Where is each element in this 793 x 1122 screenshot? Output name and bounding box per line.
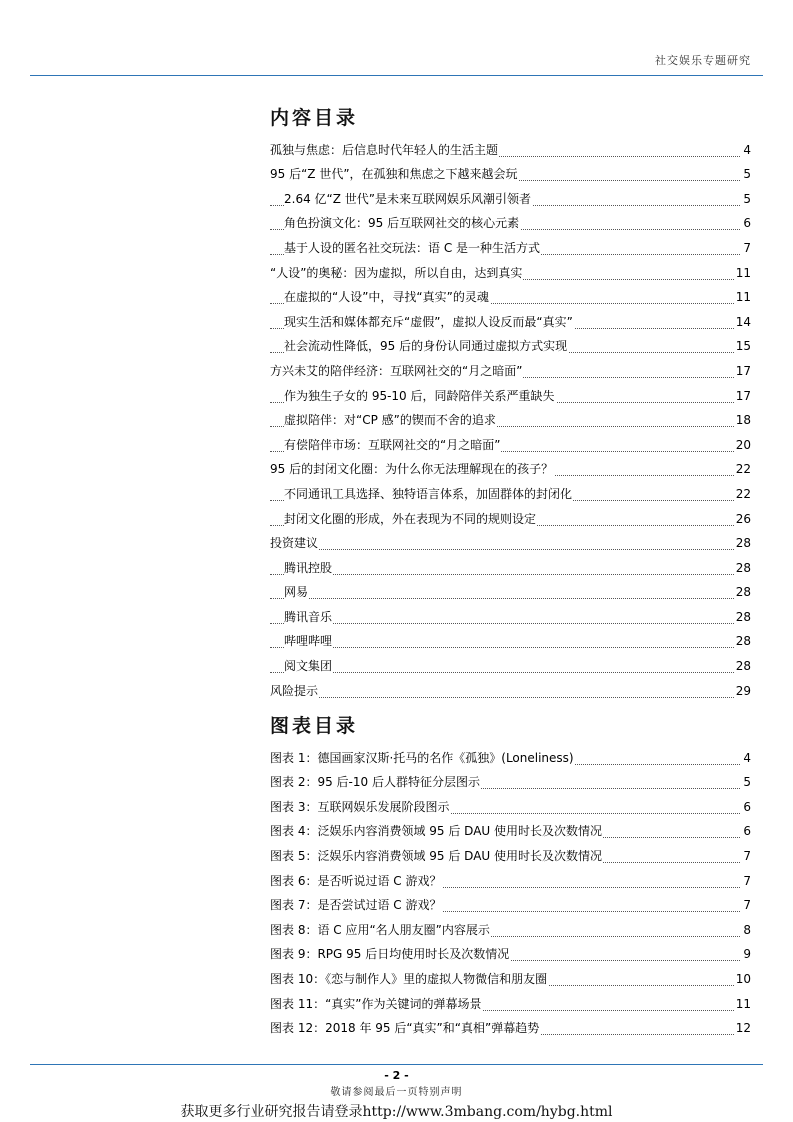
- toc-item[interactable]: [270, 575, 750, 600]
- toc-item[interactable]: [270, 353, 750, 378]
- figure-item-title: 图表 6：是否听说过语 C 游戏？: [270, 873, 442, 888]
- toc-item[interactable]: [270, 476, 750, 501]
- toc-item[interactable]: [270, 599, 750, 624]
- figure-item-title: 图表 1：德国画家汉斯·托马的名作《孤独》(Loneliness): [270, 750, 574, 765]
- figure-item-page: 6: [743, 799, 751, 814]
- figure-item-page: 12: [735, 1021, 751, 1036]
- figure-item-page: 11: [735, 996, 751, 1011]
- toc-item[interactable]: [270, 378, 750, 403]
- toc-item-title: 有偿陪伴市场：互联网社交的“月之暗面”: [284, 437, 501, 452]
- toc-item[interactable]: [270, 304, 750, 329]
- figure-item-page: 7: [743, 873, 751, 888]
- figure-item[interactable]: [270, 1011, 750, 1036]
- toc-item-title: 基于人设的匿名社交玩法：语 C 是一种生活方式: [284, 240, 541, 255]
- header-divider: [30, 75, 763, 76]
- figure-item-page: 7: [743, 898, 751, 913]
- figure-item-page: 6: [743, 824, 751, 839]
- footer-divider: [30, 1064, 763, 1065]
- toc-item[interactable]: [270, 280, 750, 305]
- toc-item-page: 29: [735, 683, 751, 698]
- toc-item-page: 4: [743, 142, 751, 157]
- figure-item[interactable]: [270, 863, 750, 888]
- toc-title: 内容目录: [270, 107, 359, 129]
- figure-item[interactable]: [270, 961, 750, 986]
- toc-item-title: 角色扮演文化：95 后互联网社交的核心元素: [284, 216, 520, 231]
- toc-item-page: 28: [735, 585, 751, 600]
- figure-item[interactable]: [270, 937, 750, 962]
- toc-item-title: 虚拟陪伴：对“CP 感”的锲而不舍的追求: [284, 413, 496, 428]
- toc-item-title: 2.64 亿“Z 世代”是未来互联网娱乐风潮引领者: [284, 191, 532, 206]
- figure-item[interactable]: [270, 986, 750, 1011]
- toc-item-page: 14: [735, 314, 751, 329]
- toc-item-title: 社会流动性降低，95 后的身份认同通过虚拟方式实现: [284, 339, 568, 354]
- toc-item[interactable]: [270, 648, 750, 673]
- figure-item-page: 9: [743, 947, 751, 962]
- toc-item-page: 6: [743, 216, 751, 231]
- toc-item-title: 孤独与焦虑：后信息时代年轻人的生活主题: [270, 142, 499, 157]
- toc-item-page: 11: [735, 265, 751, 280]
- figure-item-page: 4: [743, 750, 751, 765]
- download-link[interactable]: 获取更多行业研究报告请登录http://www.3mbang.com/hybg.html: [180, 1104, 613, 1120]
- toc-item-title: 不同通讯工具选择、独特语言体系，加固群体的封闭化: [284, 486, 573, 501]
- toc-item-title: 95 后的封闭文化圈：为什么你无法理解现在的孩子？: [270, 462, 554, 477]
- figure-item[interactable]: [270, 838, 750, 863]
- toc-item-page: 22: [735, 462, 751, 477]
- toc-item[interactable]: [270, 255, 750, 280]
- toc-item-title: 风险提示: [270, 683, 319, 698]
- toc-item-page: 28: [735, 536, 751, 551]
- toc-item[interactable]: [270, 673, 750, 698]
- toc-item-page: 15: [735, 339, 751, 354]
- figure-item[interactable]: [270, 789, 750, 814]
- toc-item[interactable]: [270, 181, 750, 206]
- toc-item-title: 方兴未艾的陪伴经济：互联网社交的“月之暗面”: [270, 363, 523, 378]
- figure-item-title: 图表 10：《恋与制作人》里的虚拟人物微信和朋友圈: [270, 971, 548, 986]
- toc-item-title: 腾讯音乐: [284, 609, 333, 624]
- figure-item[interactable]: [270, 765, 750, 790]
- toc-item-title: 封闭文化圈的形成，外在表现为不同的规则设定: [284, 511, 537, 526]
- disclaimer: 敬请参阅最后一页特别声明: [330, 1087, 463, 1098]
- toc-item-title: 95 后“Z 世代”，在孤独和焦虑之下越来越会玩: [270, 167, 518, 182]
- toc-item[interactable]: [270, 501, 750, 526]
- figure-item-title: 图表 9：RPG 95 后日均使用时长及次数情况: [270, 947, 510, 962]
- toc-list: [270, 132, 750, 698]
- figure-item-page: 8: [743, 922, 751, 937]
- toc-item-page: 5: [743, 191, 751, 206]
- toc-item-page: 5: [743, 167, 751, 182]
- figure-item[interactable]: [270, 912, 750, 937]
- toc-item-page: 18: [735, 413, 751, 428]
- toc-item-title: 投资建议: [270, 536, 319, 551]
- figure-item-title: 图表 7：是否尝试过语 C 游戏？: [270, 898, 442, 913]
- toc-item-page: 28: [735, 609, 751, 624]
- figure-item-title: 图表 4：泛娱乐内容消费领域 95 后 DAU 使用时长及次数情况: [270, 824, 603, 839]
- toc-item[interactable]: [270, 624, 750, 649]
- toc-item[interactable]: [270, 132, 750, 157]
- figure-item[interactable]: [270, 814, 750, 839]
- figure-item-title: 图表 12：2018 年 95 后“真实”和“真相”弹幕趋势: [270, 1021, 540, 1036]
- toc-item-page: 17: [735, 388, 751, 403]
- toc-item-title: 现实生活和媒体都充斥“虚假”，虚拟人设反而最“真实”: [284, 314, 573, 329]
- toc-item[interactable]: [270, 452, 750, 477]
- toc-item[interactable]: [270, 550, 750, 575]
- toc-item[interactable]: [270, 329, 750, 354]
- figure-item-page: 5: [743, 775, 751, 790]
- toc-item-page: 28: [735, 560, 751, 575]
- figure-item-page: 10: [735, 971, 751, 986]
- toc-item[interactable]: [270, 206, 750, 231]
- toc-item-page: 20: [735, 437, 751, 452]
- figure-item[interactable]: [270, 740, 750, 765]
- toc-item-title: 腾讯控股: [284, 560, 333, 575]
- figure-item-title: 图表 3：互联网娱乐发展阶段图示: [270, 799, 450, 814]
- toc-item-page: 26: [735, 511, 751, 526]
- toc-item-title: “人设”的奥秘：因为虚拟，所以自由，达到真实: [270, 265, 523, 280]
- figure-item-title: 图表 11：“真实”作为关键词的弹幕场景: [270, 996, 482, 1011]
- figures-title: 图表目录: [270, 715, 359, 737]
- figure-item-title: 图表 5：泛娱乐内容消费领域 95 后 DAU 使用时长及次数情况: [270, 848, 603, 863]
- toc-item-page: 17: [735, 363, 751, 378]
- toc-item-page: 22: [735, 486, 751, 501]
- page-number: - 2 -: [384, 1069, 409, 1082]
- toc-item[interactable]: [270, 427, 750, 452]
- toc-item-title: 作为独生子女的 95-10 后，同龄陪伴关系严重缺失: [284, 388, 555, 403]
- toc-item-title: 网易: [284, 585, 309, 600]
- toc-item[interactable]: [270, 526, 750, 551]
- header-title: 社交娱乐专题研究: [655, 54, 751, 67]
- figure-item-page: 7: [743, 848, 751, 863]
- toc-item-page: 28: [735, 634, 751, 649]
- toc-item-page: 7: [743, 240, 751, 255]
- toc-item-page: 11: [735, 290, 751, 305]
- toc-item-page: 28: [735, 659, 751, 674]
- figure-item-title: 图表 2：95 后-10 后人群特征分层图示: [270, 775, 480, 790]
- toc-item-title: 在虚拟的“人设”中，寻找“真实”的灵魂: [284, 290, 489, 305]
- toc-item-title: 哔哩哔哩: [284, 634, 333, 649]
- figures-list: [270, 740, 750, 1035]
- toc-item[interactable]: [270, 157, 750, 182]
- toc-item[interactable]: [270, 403, 750, 428]
- toc-item-title: 阅文集团: [284, 659, 333, 674]
- figure-item-title: 图表 8：语 C 应用“名人朋友圈”内容展示: [270, 922, 490, 937]
- figure-item[interactable]: [270, 888, 750, 913]
- toc-item[interactable]: [270, 230, 750, 255]
